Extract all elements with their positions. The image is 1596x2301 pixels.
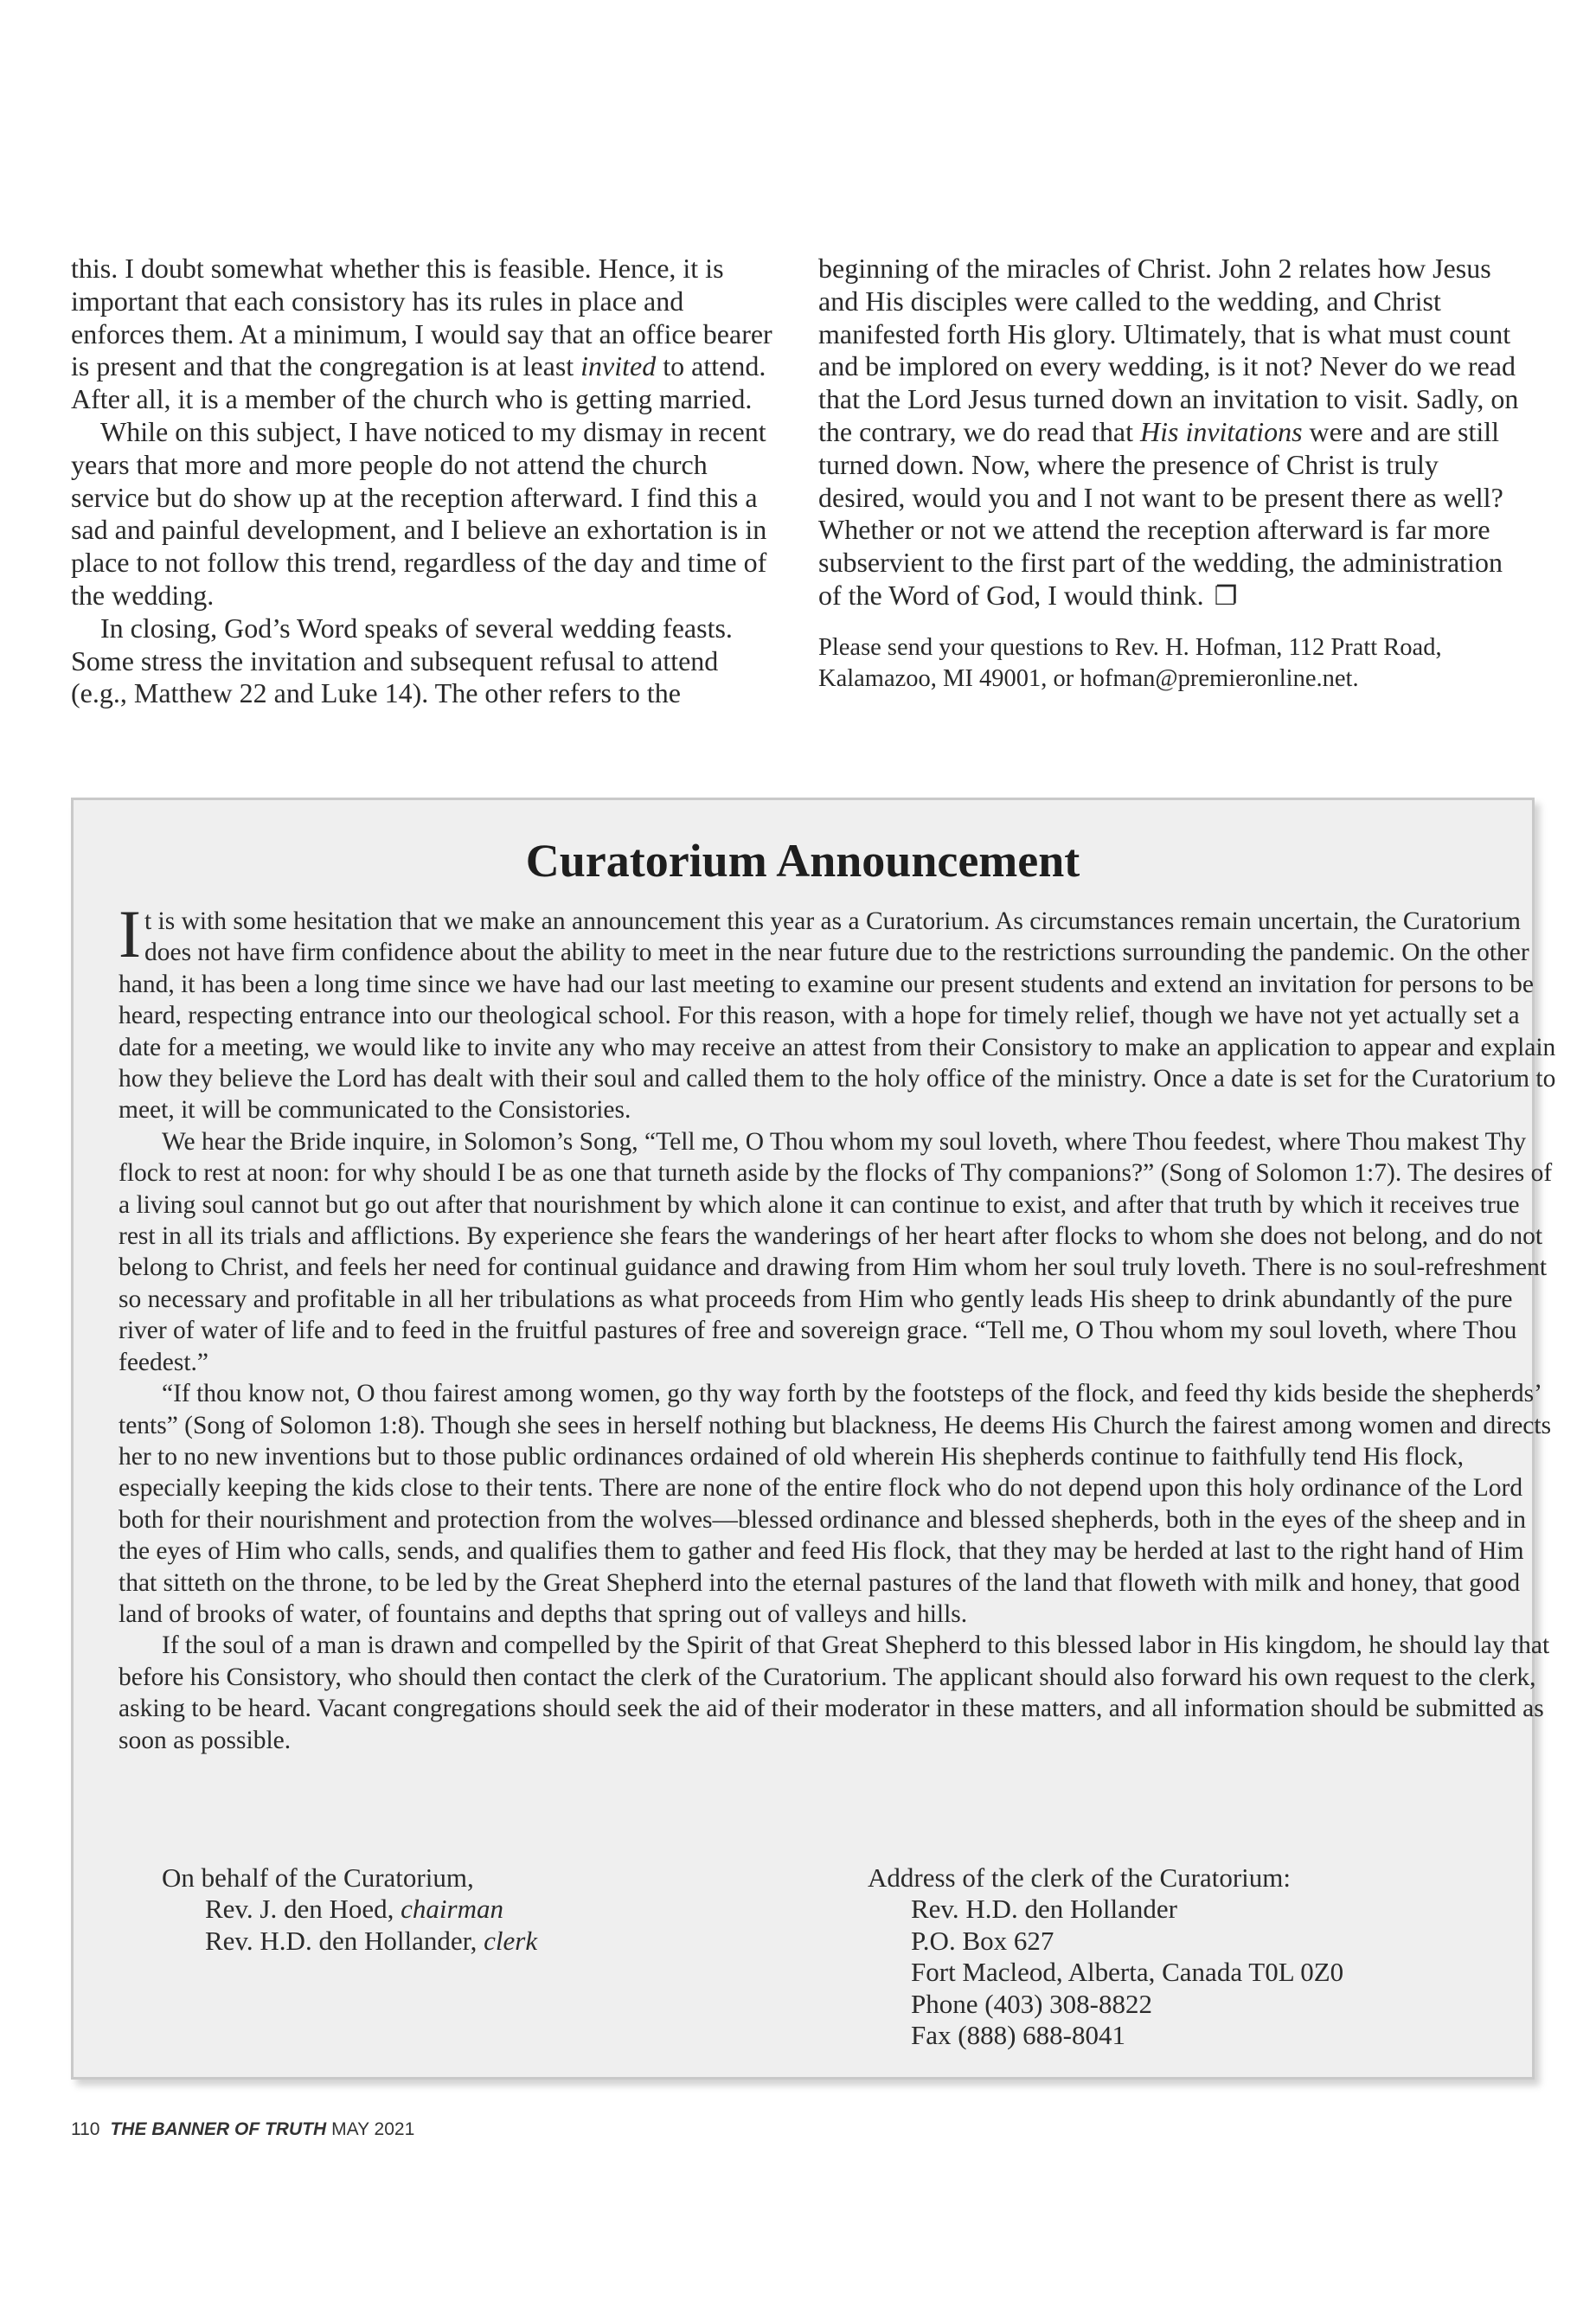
signature-block — [162, 1862, 537, 1957]
announcement-title: Curatorium Announcement — [525, 835, 1080, 887]
announcement-paragraph-4: If the soul of a man is drawn and compelled by the Spirit of that Great Shepherd to this blessed labor in His kingdom, he should lay that before his Consistory, who should then contact the clerk of the Curatorium. The applicant should also forward his own request to the clerk, asking to be heard. Vacant congregations should seek the aid of their moderator in these matters, and all information should be submitted as soon as possible. — [119, 1631, 1550, 1754]
announcement-paragraph-3: “If thou know not, O thou fairest among women, go thy way forth by the footsteps of the flock, and feed thy kids beside the shepherds’ tents” (Song of Solomon 1:8). Though she sees in herself nothing but blackness, He deems His Church the fairest among women and directs her to no new inventions but to those public ordinances ordained of old wherein His shepherds continue to faithfully tend His flock, especially keeping the kids close to their tents. There are none of the entire flock who do not depend upon this holy ordinance of the Lord both for their nourishment and protection from the wolves—blessed ordinance and blessed shepherds, both in the eyes of the sheep and in the eyes of Him who calls, sends, and qualifies them to gather and feed His flock, that they may be herded at last to the right hand of Him that sitteth on the throne, to be led by the Great Shepherd into the eternal pastures of the land that floweth with milk and honey, that good land of brooks of water, of fountains and depths that spring out of valleys and hills. — [119, 1380, 1552, 1628]
signature-clerk: Rev. H.D. den Hollander, clerk — [205, 1925, 538, 1956]
left-column — [71, 253, 779, 710]
left-paragraph-2: While on this subject, I have noticed to my dismay in recent years that more and more people do not attend the church service but do show up at the reception afterward. I find this a sad and painful development, and I believe an exhortation is in place to not follow this trend, regardless of the day and time of the wedding. — [71, 415, 767, 611]
questions-note: Please send your questions to Rev. H. Hofman, 112 Pratt Road, Kalamazoo, MI 49001, or hofman@premieronline.net. — [818, 633, 1442, 692]
announcement-paragraph-2: We hear the Bride inquire, in Solomon’s Song, “Tell me, O Thou whom my soul loveth, where Thou feedest, where Thou makest Thy flock to rest at noon: for why should I be as one that turneth aside by the flocks of Thy companions?” (Song of Solomon 1:7). The desires of a living soul cannot but go out after that nourishment by which alone it can continue to exist, and after that truth by which it receives true rest in all its trials and afflictions. By experience she fears the wanderings of her heart after flocks to whom she does not belong, and do not belong to Christ, and feels her need for continual guidance and drawing from Him whom her soul truly loveth. There is no soul-refreshment so necessary and profitable in all her tribulations as what proceeds from Him who gently leads His sheep to drink abundantly of the pure river of water of life and to feed in the fruitful pastures of free and sovereign grace. “Tell me, O Thou whom my soul loveth, where Thou feedest.” — [119, 1127, 1553, 1376]
issue-date: MAY 2021 — [331, 2119, 415, 2139]
right-paragraph-1: beginning of the miracles of Christ. John 2 relates how Jesus and His disciples were called to the wedding, and Christ manifested forth His glory. Ultimately, that is what must count and be implored on every wedding, is it not? Never do we read that the Lord Jesus turned down an invitation to visit. Sadly, on the contrary, we do read that His invitations were and are still turned down. Now, where the presence of Christ is truly desired, would you and I not want to be present there as well? Whether or not we attend the reception afterward is far more subservient to the first part of the wedding, the administration of the Word of God, I would think. ❐ — [818, 253, 1519, 611]
right-column — [818, 253, 1526, 695]
left-paragraph-3: In closing, God’s Word speaks of several wedding feasts. Some stress the invitation and subsequent refusal to attend (e.g., Matthew 22 and Luke 14). The other refers to the — [71, 612, 733, 709]
address-line: P.O. Box 627 — [911, 1925, 1054, 1956]
publication-name: THE BANNER OF TRUTH — [110, 2119, 327, 2139]
address-line: Rev. H.D. den Hollander — [911, 1894, 1177, 1925]
address-phone: Phone (403) 308-8822 — [911, 1988, 1152, 2019]
announcement-body — [119, 896, 1559, 1756]
page-footer — [71, 2119, 414, 2140]
page-number: 110 — [71, 2119, 100, 2139]
curatorium-announcement-box — [71, 798, 1556, 2080]
announcement-paragraph-1: It is with some hesitation that we make an announcement this year as a Curatorium. As circumstances remain uncertain, the Curatorium does not have firm confidence about the ability to meet in the near future due to the restrictions surrounding the pandemic. On the other hand, it has been a long time since we have had our last meeting to examine our present students and extend an invitation for persons to be heard, respecting entrance into our theological school. For this reason, with a hope for timely relief, though we have not yet actually set a date for a meeting, we would like to invite any who may receive an attest from their Consistory to make an application to appear and explain how they believe the Lord has dealt with their soul and called them to the holy office of the ministry. Once a date is set for the Curatorium to meet, it will be communicated to the Consistories. — [119, 896, 1556, 1125]
address-fax: Fax (888) 688-8041 — [911, 2020, 1125, 2051]
address-line: Fort Macleod, Alberta, Canada T0L 0Z0 — [911, 1957, 1344, 1988]
signature-intro: On behalf of the Curatorium, — [162, 1862, 474, 1893]
end-mark-icon: ❐ — [1214, 581, 1238, 611]
signature-chairman: Rev. J. den Hoed, chairman — [205, 1894, 503, 1925]
drop-cap: I — [119, 896, 141, 971]
left-paragraph-1: this. I doubt somewhat whether this is feasible. Hence, it is important that each consistory has its rules in place and enforces them. At a minimum, I would say that an office bearer is present and that the congregation is at least invited to attend. After all, it is a member of the church who is getting married. — [71, 253, 772, 415]
clerk-address-block — [868, 1862, 1343, 2051]
address-heading: Address of the clerk of the Curatorium: — [868, 1862, 1291, 1893]
